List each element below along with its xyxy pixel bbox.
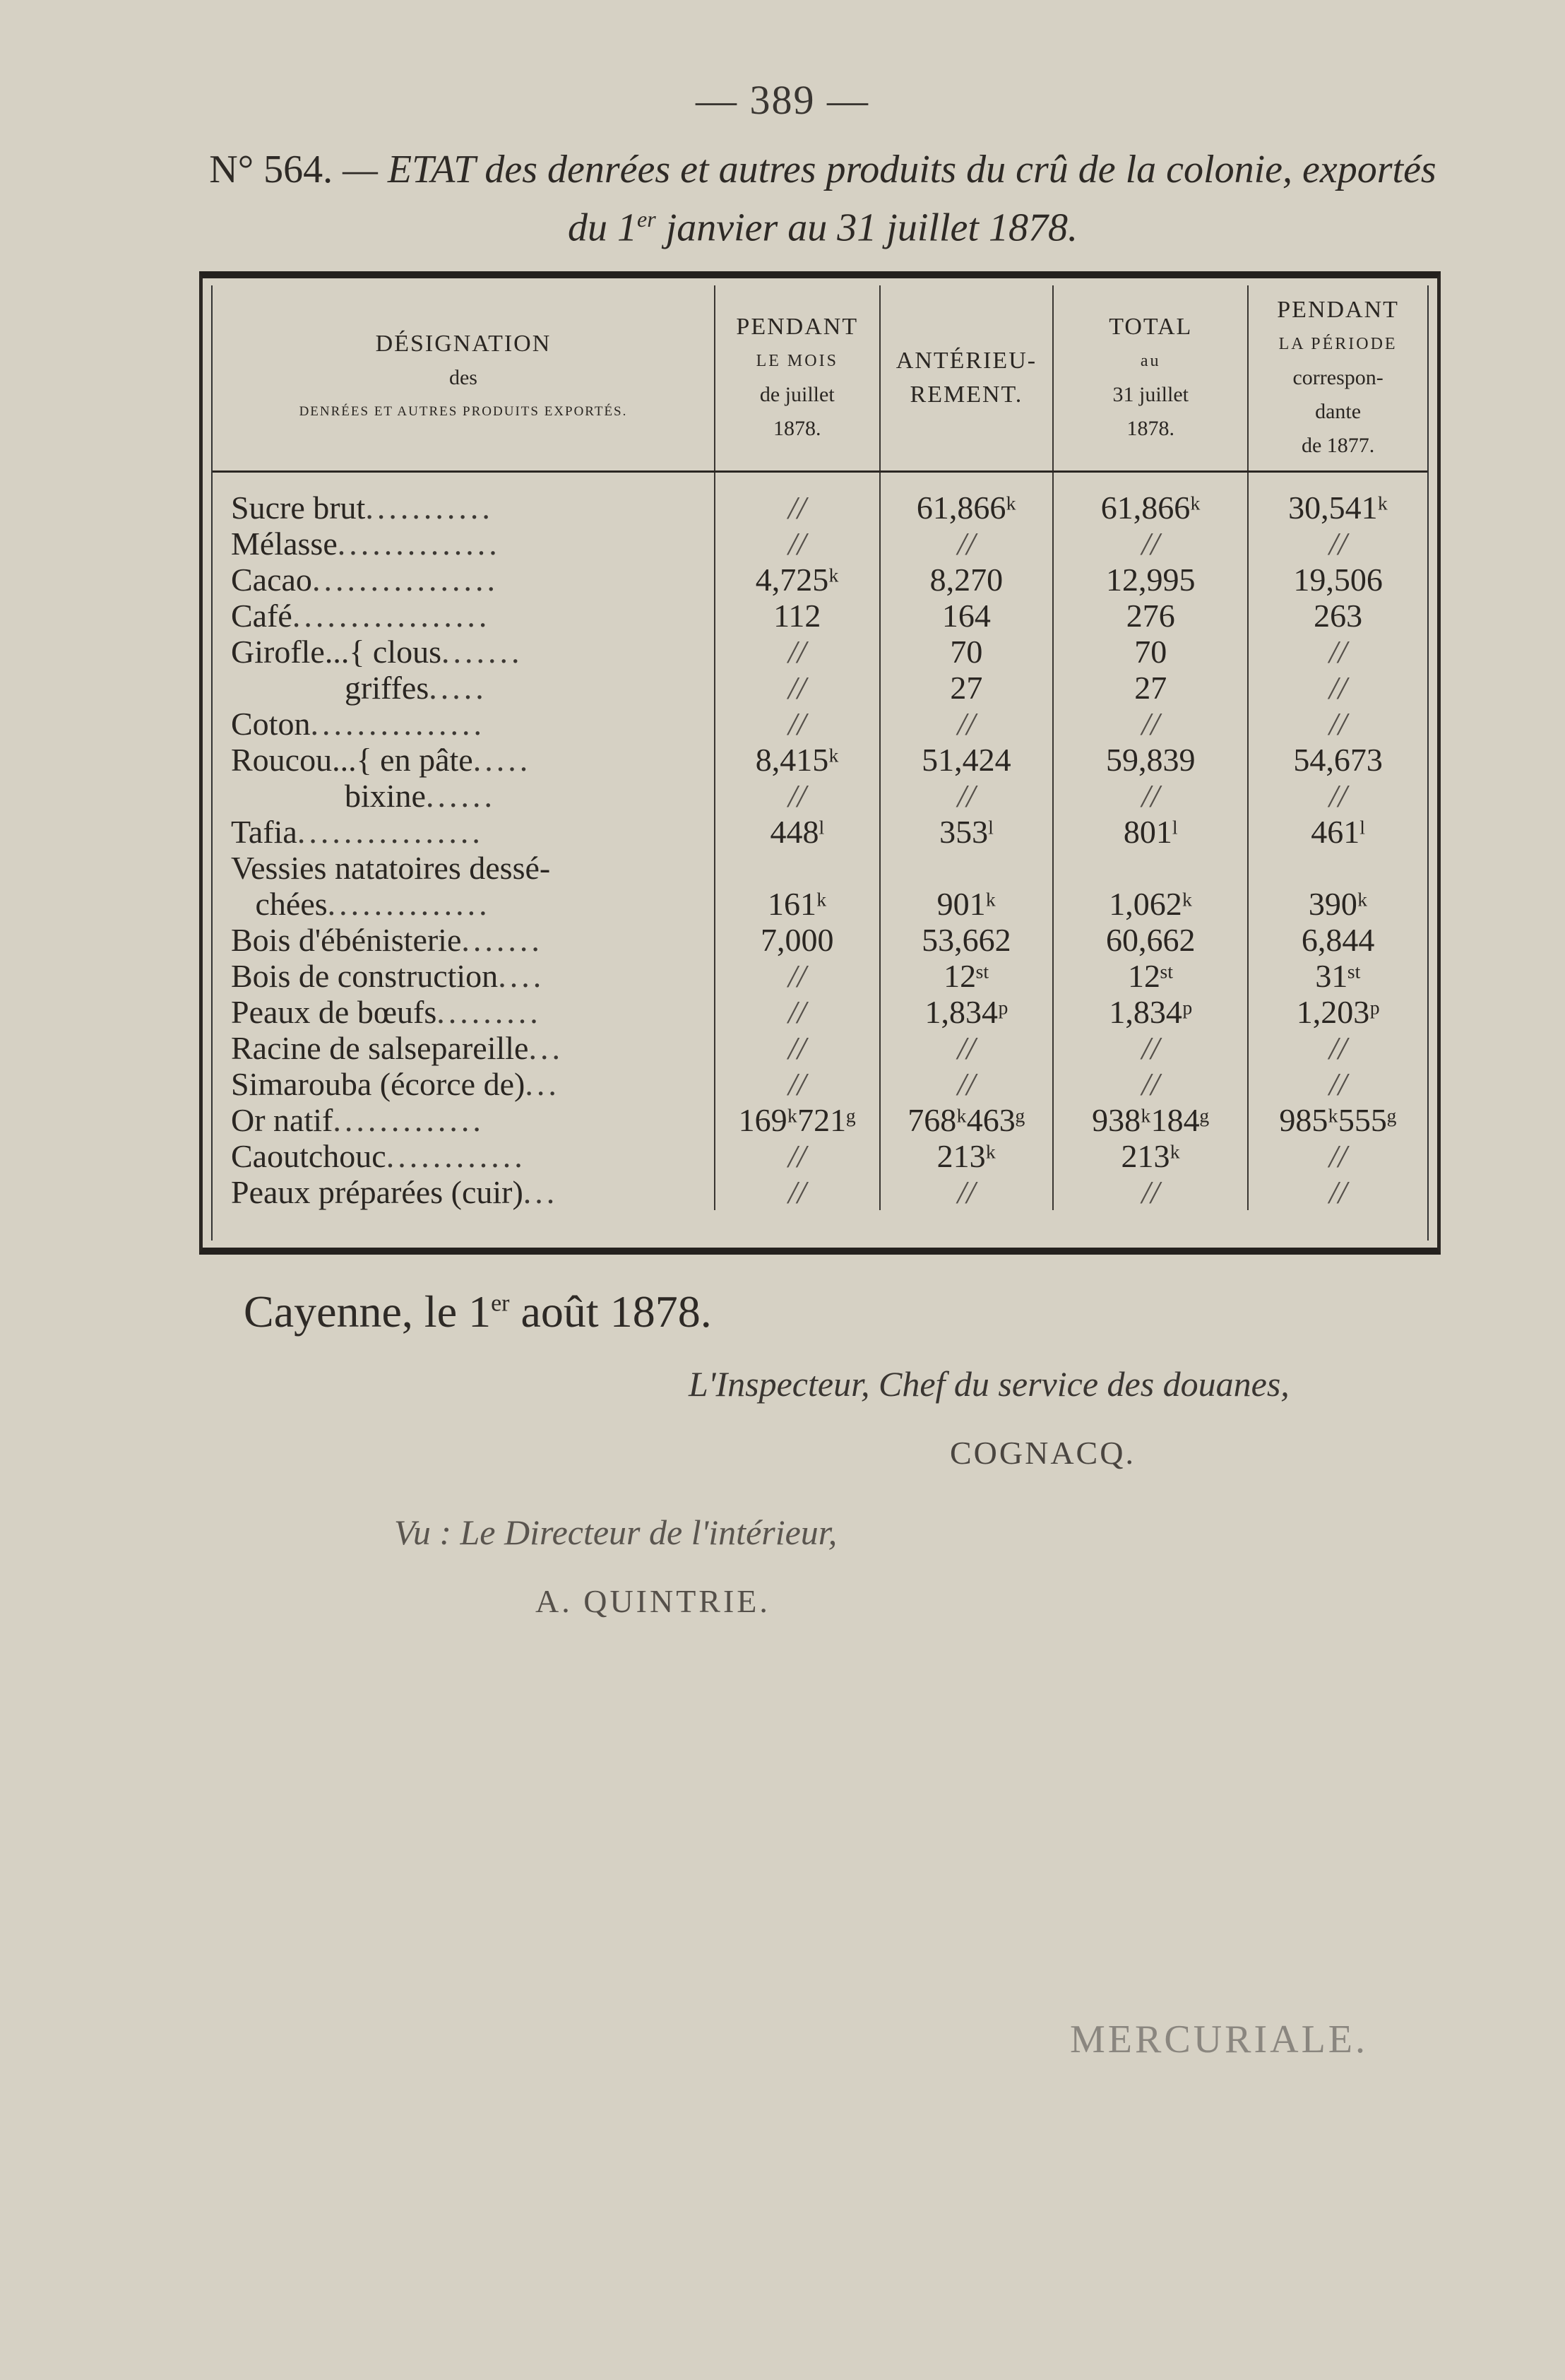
table-row [213, 742, 1427, 778]
row-label-text: Girofle...{ clous [231, 634, 442, 670]
row-label-text: Caoutchouc [231, 1138, 386, 1174]
row-label-text: chées [231, 886, 328, 922]
visa-title: Vu : Le Directeur de l'intérieur, [394, 1512, 838, 1552]
header-period-line: LA PÉRIODE [1278, 335, 1398, 353]
table-row [213, 562, 1427, 598]
header-month [715, 285, 880, 472]
cell-v4: 985ᵏ555ᵍ [1279, 1102, 1397, 1138]
header-total-line: 1878. [1126, 417, 1174, 440]
cell-v4: 390ᵏ [1308, 886, 1368, 922]
row-leader-dots: .............. [327, 886, 491, 922]
cell-v2: 353ˡ [880, 814, 1054, 850]
cell-v3: 938ᵏ184ᵍ [1053, 1102, 1248, 1138]
header-total [1053, 285, 1248, 472]
header-period-line: correspon- [1292, 366, 1383, 389]
cell-v4: 6,844 [1301, 922, 1375, 958]
row-label [213, 1174, 715, 1210]
row-label-text: Tafia [231, 814, 297, 850]
table-row [213, 706, 1427, 742]
row-leader-dots: ................ [297, 814, 484, 850]
cell-v2: // [880, 1030, 1054, 1066]
row-leader-dots: ... [523, 1174, 559, 1210]
cell-v3: // [1053, 1066, 1248, 1102]
cell-v4: // [1328, 526, 1347, 562]
cell-v1: // [715, 706, 880, 742]
cell-v3: 801ˡ [1053, 814, 1248, 850]
header-period-line: dante [1315, 400, 1362, 423]
cell-v4: // [1328, 1174, 1347, 1210]
row-label-text: Vessies natatoires dessé- [231, 850, 551, 886]
cell-v4: // [1328, 1030, 1347, 1066]
cell-v1: 112 [715, 598, 880, 634]
header-previous-line: REMENT. [910, 381, 1023, 408]
cell-v1: // [715, 1174, 880, 1210]
cell-v2: 164 [880, 598, 1054, 634]
table-row [213, 886, 1427, 922]
cell-v4: // [1328, 634, 1347, 670]
cell-v3 [1053, 850, 1248, 886]
cell-v1: 8,415ᵏ [715, 742, 880, 778]
row-label-text: Cacao [231, 562, 312, 598]
next-section-heading: MERCURIALE. [1070, 2018, 1368, 2061]
header-period-line: PENDANT [1277, 297, 1399, 323]
table-row [213, 670, 1427, 706]
row-label [213, 634, 715, 670]
table-row [213, 634, 1427, 670]
export-table-inner [211, 285, 1429, 1241]
header-row [213, 285, 1427, 472]
row-leader-dots: ..... [429, 670, 487, 706]
table-row [213, 1138, 1427, 1174]
cell-v2: // [880, 778, 1054, 814]
cell-v1: // [715, 994, 880, 1030]
row-leader-dots: ......... [436, 994, 542, 1030]
row-label [213, 958, 715, 994]
row-label [213, 742, 715, 778]
header-previous-line: ANTÉRIEU- [895, 348, 1037, 374]
cell-v3: 12,995 [1053, 562, 1248, 598]
row-leader-dots: .............. [337, 526, 501, 562]
cell-v1: // [715, 634, 880, 670]
cell-v3: 61,866ᵏ [1053, 472, 1248, 526]
cell-v4: 30,541ᵏ [1288, 490, 1388, 526]
cell-v4: 263 [1314, 598, 1363, 634]
cell-v2: // [880, 526, 1054, 562]
table-row [213, 598, 1427, 634]
row-label-text: Bois d'ébénisterie [231, 922, 462, 958]
table-row [213, 814, 1427, 850]
row-label [213, 526, 715, 562]
table-row [213, 958, 1427, 994]
row-label-text: Roucou...{ en pâte [231, 742, 473, 778]
row-leader-dots: ....... [461, 922, 543, 958]
cell-v1: 448ˡ [715, 814, 880, 850]
cell-v1: 169ᵏ721ᵍ [715, 1102, 880, 1138]
header-total-line: 31 juillet [1112, 383, 1189, 406]
row-label-text: Sucre brut [231, 490, 366, 526]
row-leader-dots: ............. [333, 1102, 484, 1138]
row-label-text: Simarouba (écorce de) [231, 1066, 525, 1102]
row-leader-dots: ........... [365, 490, 494, 526]
row-label [213, 814, 715, 850]
cell-v1 [715, 850, 880, 886]
cell-v1: // [715, 778, 880, 814]
cell-v2: // [880, 706, 1054, 742]
table-row [213, 778, 1427, 814]
cell-v1: // [715, 670, 880, 706]
cell-v1: // [715, 472, 880, 526]
table-row [213, 526, 1427, 562]
cell-v4: 461ˡ [1311, 814, 1365, 850]
header-month-line: LE MOIS [756, 352, 838, 370]
row-leader-dots: ............... [310, 706, 485, 742]
page-number: — 389 — [696, 77, 869, 123]
row-label-text: Or natif [231, 1102, 333, 1138]
row-leader-dots: ................. [292, 598, 491, 634]
header-designation-line: DENRÉES ET AUTRES PRODUITS EXPORTÉS. [299, 404, 628, 419]
table-row [213, 1102, 1427, 1138]
table-row [213, 994, 1427, 1030]
cell-v4: // [1328, 778, 1347, 814]
table-row [213, 1174, 1427, 1210]
row-label [213, 598, 715, 634]
header-period-1877 [1248, 285, 1427, 472]
cell-v3: // [1053, 706, 1248, 742]
cell-v3: // [1053, 1030, 1248, 1066]
cell-v3: // [1053, 778, 1248, 814]
cell-v2: // [880, 1066, 1054, 1102]
cell-v4: 1,203ᵖ [1296, 994, 1380, 1030]
cell-v3: 60,662 [1053, 922, 1248, 958]
row-leader-dots: ..... [472, 742, 532, 778]
row-label [213, 1102, 715, 1138]
header-total-line: TOTAL [1109, 314, 1193, 340]
cell-v3: 70 [1053, 634, 1248, 670]
place-date [244, 1286, 712, 1338]
title-text: — ETAT des denrées et autres produits du crû de la colonie, exportés du 1 [343, 148, 1436, 250]
header-designation-line: DÉSIGNATION [375, 331, 552, 357]
cell-v1: // [715, 1030, 880, 1066]
cell-v3: 213ᵏ [1053, 1138, 1248, 1174]
row-leader-dots: ... [525, 1066, 560, 1102]
document-title [198, 145, 1448, 253]
cell-v3: 1,834ᵖ [1053, 994, 1248, 1030]
header-previous [880, 285, 1054, 472]
header-month-line: 1878. [773, 417, 821, 440]
cell-v3: 276 [1053, 598, 1248, 634]
header-designation-line: des [448, 366, 477, 389]
cell-v3: 59,839 [1053, 742, 1248, 778]
cell-v2 [880, 850, 1054, 886]
signature-title: L'Inspecteur, Chef du service des douanes, [689, 1364, 1290, 1404]
cell-v1: 161ᵏ [715, 886, 880, 922]
cell-v2: 53,662 [880, 922, 1054, 958]
cell-v1: 7,000 [715, 922, 880, 958]
cell-v3: // [1053, 526, 1248, 562]
title-sup: er [637, 206, 656, 232]
place-date-text-end: août 1878. [509, 1286, 712, 1337]
row-label [213, 1066, 715, 1102]
cell-v2: 70 [880, 634, 1054, 670]
signature-name: COGNACQ. [950, 1435, 1136, 1471]
cell-v4: 31ˢᵗ [1315, 958, 1361, 994]
cell-v1: // [715, 1138, 880, 1174]
row-label-text: bixine [231, 778, 426, 814]
table-row [213, 850, 1427, 886]
row-label-text: Coton [231, 706, 311, 742]
cell-v2: 61,866ᵏ [880, 472, 1054, 526]
cell-v1: // [715, 958, 880, 994]
row-label [213, 1138, 715, 1174]
row-label [213, 1030, 715, 1066]
cell-v4: // [1328, 1138, 1347, 1174]
row-leader-dots: ....... [441, 634, 523, 670]
row-label-text: Racine de salsepareille [231, 1030, 529, 1066]
row-label [213, 922, 715, 958]
cell-v4 [1248, 850, 1427, 886]
document-number: N° 564. [209, 148, 333, 191]
cell-v3: 27 [1053, 670, 1248, 706]
row-label-text: Mélasse [231, 526, 338, 562]
cell-v2: 768ᵏ463ᵍ [880, 1102, 1054, 1138]
table-body [213, 472, 1427, 1211]
table-row [213, 922, 1427, 958]
header-month-line: de juillet [759, 383, 835, 406]
row-label-text: Bois de construction [231, 958, 499, 994]
row-label [213, 886, 715, 922]
cell-v3: 12ˢᵗ [1053, 958, 1248, 994]
row-leader-dots: ...... [425, 778, 496, 814]
cell-v3: // [1053, 1174, 1248, 1210]
row-label [213, 850, 715, 886]
cell-v4: 54,673 [1293, 742, 1383, 778]
cell-v1: // [715, 526, 880, 562]
table-row [213, 472, 1427, 526]
table-row [213, 1030, 1427, 1066]
row-leader-dots: .... [498, 958, 545, 994]
visa-name: A. QUINTRIE. [535, 1583, 770, 1619]
cell-v2: // [880, 1174, 1054, 1210]
row-leader-dots: ... [528, 1030, 564, 1066]
row-leader-dots: ................ [311, 562, 499, 598]
header-month-line: PENDANT [736, 314, 859, 340]
table-row [213, 1066, 1427, 1102]
row-label-text: Café [231, 598, 292, 634]
row-label [213, 562, 715, 598]
row-leader-dots: ............ [386, 1138, 526, 1174]
row-label [213, 706, 715, 742]
cell-v2: 213ᵏ [880, 1138, 1054, 1174]
cell-v2: 8,270 [880, 562, 1054, 598]
cell-v2: 12ˢᵗ [880, 958, 1054, 994]
cell-v3: 1,062ᵏ [1053, 886, 1248, 922]
cell-v4: // [1328, 706, 1347, 742]
cell-v4: 19,506 [1293, 562, 1383, 598]
row-label-text: Peaux de bœufs [231, 994, 437, 1030]
place-date-text: Cayenne, le 1 [244, 1286, 492, 1337]
cell-v1: // [715, 1066, 880, 1102]
cell-v2: 27 [880, 670, 1054, 706]
cell-v4: // [1328, 670, 1347, 706]
row-label-text: Peaux préparées (cuir) [231, 1174, 523, 1210]
row-label-text: griffes [231, 670, 429, 706]
row-label [213, 472, 715, 526]
cell-v2: 51,424 [880, 742, 1054, 778]
title-text-end: janvier au 31 juillet 1878. [655, 206, 1078, 250]
cell-v2: 901ᵏ [880, 886, 1054, 922]
place-date-sup: er [491, 1290, 510, 1317]
row-label [213, 670, 715, 706]
header-period-line: de 1877. [1301, 434, 1375, 457]
header-designation [213, 285, 715, 472]
row-label [213, 778, 715, 814]
export-table-frame [199, 271, 1441, 1255]
cell-v4: // [1328, 1066, 1347, 1102]
cell-v2: 1,834ᵖ [880, 994, 1054, 1030]
cell-v1: 4,725ᵏ [715, 562, 880, 598]
header-total-line: au [1140, 352, 1161, 370]
export-table [213, 285, 1427, 1210]
row-label [213, 994, 715, 1030]
